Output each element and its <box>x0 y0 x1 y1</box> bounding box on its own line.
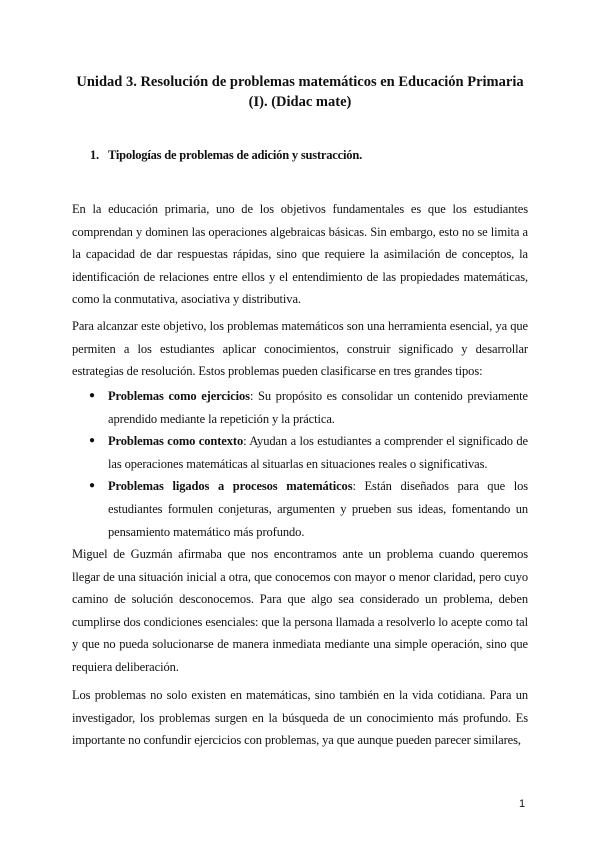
list-item-text: : Están diseñados para que los estudiantes formulen conjeturas, argumenten y prueben sus ideas, fomentando un pensamiento matemático más profundo. <box>108 479 529 539</box>
bullet-icon: ● <box>89 435 95 447</box>
paragraph-intro: En la educación primaria, uno de los objetivos fundamentales es que los estudiantes comprendan y dominen las operaciones algebraicas básicas. Sin embargo, esto no se limita a la capacidad de dar respuestas rápidas, sino que requiere la asimilación de conceptos, la identificación de relaciones entre ellos y el entendimiento de las propiedades matemáticas, como la conmutativa, asociativa y distributiva. <box>72 202 528 307</box>
list-item-text: : Su propósito es consolidar un contenido previamente aprendido mediante la repetición y la práctica. <box>108 389 528 426</box>
list-item <box>72 385 528 430</box>
list-item-term: Problemas ligados a procesos matemáticos <box>108 479 353 494</box>
bullet-icon: ● <box>89 390 95 401</box>
section-heading-text: Tipologías de problemas de adición y sustracción. <box>108 148 363 162</box>
problem-types-list <box>72 385 528 543</box>
bullet-icon: ● <box>89 480 95 492</box>
paragraph-everyday: Los problemas no solo existen en matemáticas, sino también en la vida cotidiana. Para un investigador, los problemas surgen en la búsqueda de un conocimiento más profundo. Es importante no confundir ejercicios con problemas, ya que aunque pueden parecer similares, <box>72 688 528 748</box>
list-item <box>72 475 528 543</box>
paragraph-objective: Para alcanzar este objetivo, los problemas matemáticos son una herramienta esencial, ya que permiten a los estudiantes aplicar conocimientos, construir significado y desarrollar estrategias de resolución. Estos problemas pueden clasificarse en tres grandes tipos: <box>72 319 528 379</box>
section-heading <box>90 146 362 164</box>
list-item <box>72 430 528 475</box>
list-item-term: Problemas como ejercicios <box>108 389 250 403</box>
section-number: 1. <box>90 148 99 162</box>
paragraph-guzman: Miguel de Guzmán afirmaba que nos encontramos ante un problema cuando queremos llegar de una situación inicial a otra, que conocemos con mayor o menor claridad, pero cuyo camino de solución desconocemos. Para que algo sea considerado un problema, deben cumplirse dos condiciones esenciales: que la persona llamada a resolverlo lo acepte como tal y que no pueda solucionarse de manera inmediata mediante una simple operación, sino que requiera deliberación. <box>72 547 528 674</box>
document-title: Unidad 3. Resolución de problemas matemáticos en Educación Primaria (I). (Didac mate) <box>76 74 524 110</box>
list-item-term: Problemas como contexto <box>108 434 244 449</box>
page-number: 1 <box>519 798 526 810</box>
list-item-text: : Ayudan a los estudiantes a comprender el significado de las operaciones matemáticas al situarlas en situaciones reales o significativas. <box>108 434 528 471</box>
